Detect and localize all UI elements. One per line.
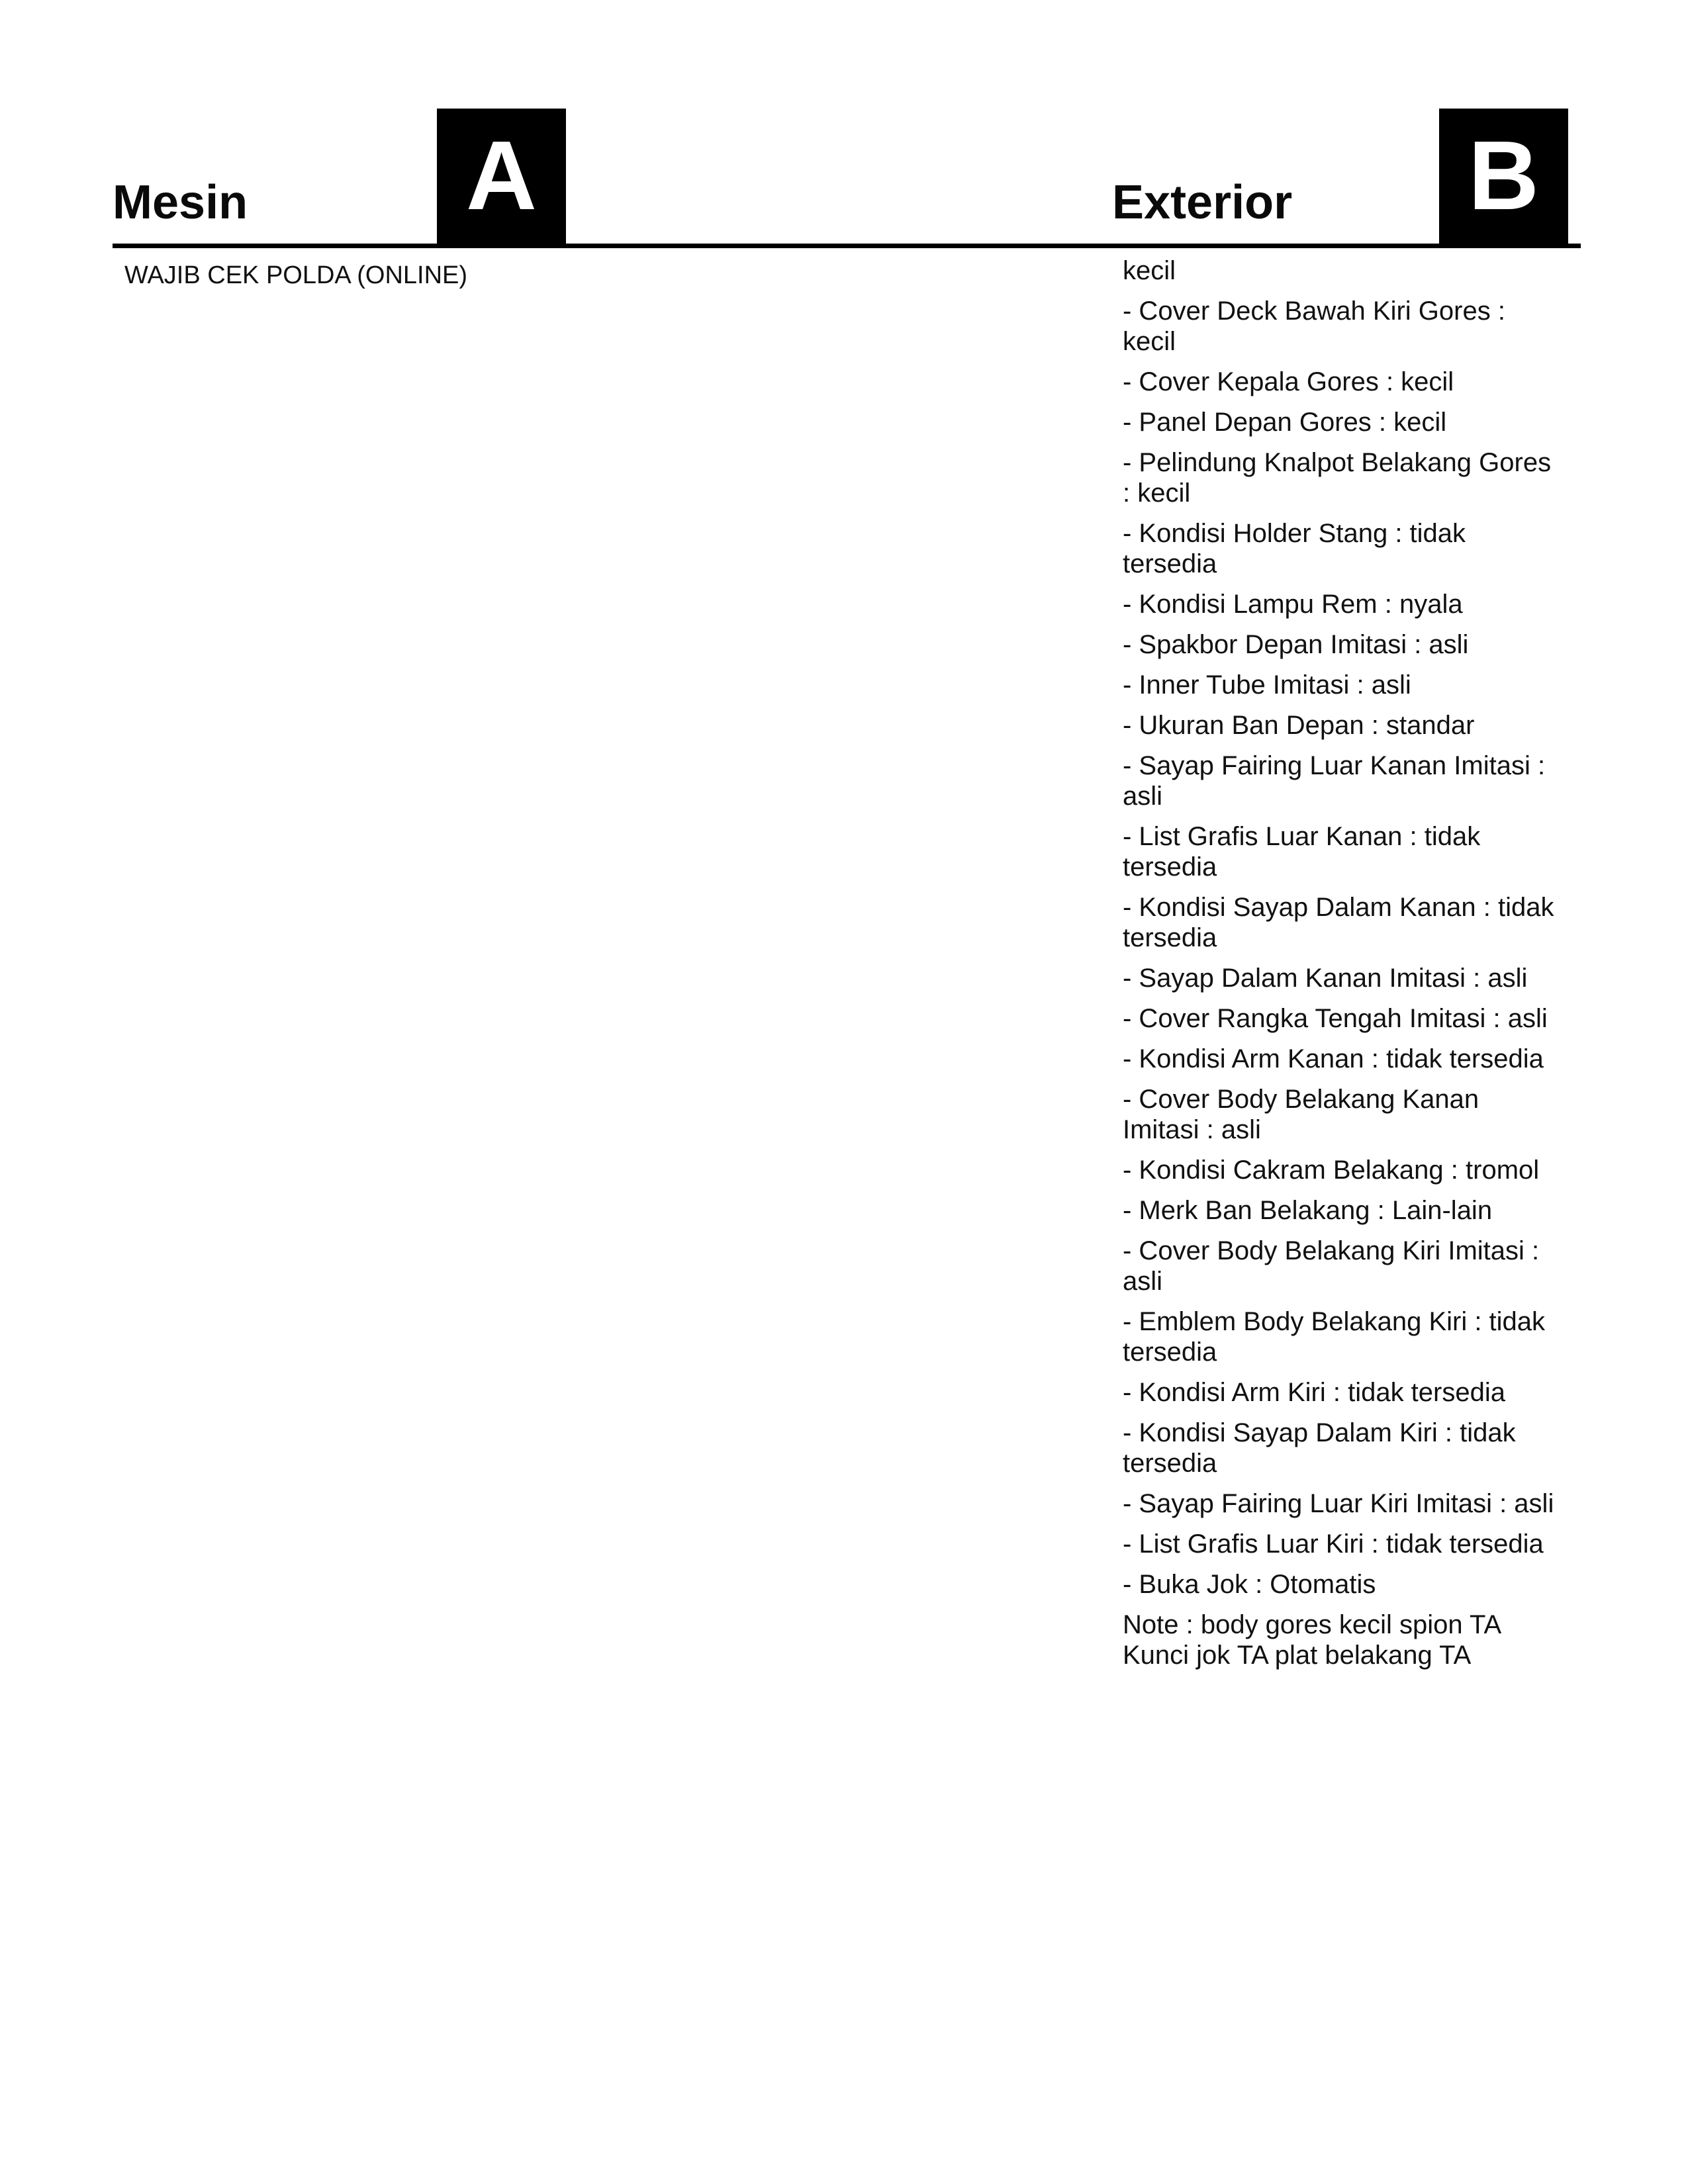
list-item: - Kondisi Lampu Rem : nyala: [1123, 590, 1463, 619]
list-item: - Kondisi Arm Kiri : tidak tersedia: [1123, 1378, 1505, 1407]
list-item: - Sayap Dalam Kanan Imitasi : asli: [1123, 964, 1528, 993]
header-divider: [113, 244, 1581, 248]
list-item: - Pelindung Knalpot Belakang Gores : kecil: [1123, 448, 1552, 508]
list-item: - Cover Body Belakang Kanan Imitasi : asli: [1123, 1085, 1479, 1144]
list-item: - Cover Body Belakang Kiri Imitasi : asli: [1123, 1236, 1540, 1296]
mesin-section-title: Mesin: [113, 176, 248, 229]
list-item: - Kondisi Sayap Dalam Kiri : tidak tersedia: [1123, 1418, 1516, 1478]
section-a-letter: A: [466, 121, 537, 230]
list-item: - Sayap Fairing Luar Kiri Imitasi : asli: [1123, 1489, 1554, 1518]
list-item: - Spakbor Depan Imitasi : asli: [1123, 630, 1469, 659]
list-item: - Sayap Fairing Luar Kanan Imitasi : asli: [1123, 751, 1546, 811]
list-item: - Ukuran Ban Depan : standar: [1123, 711, 1475, 740]
list-item: - Cover Rangka Tengah Imitasi : asli: [1123, 1004, 1548, 1033]
list-item: - Panel Depan Gores : kecil: [1123, 408, 1447, 437]
exterior-note: Note : body gores kecil spion TA Kunci jok TA plat belakang TA: [1123, 1610, 1500, 1670]
section-b-badge: [1439, 109, 1568, 246]
list-item: - List Grafis Luar Kanan : tidak tersedia: [1123, 822, 1481, 882]
exterior-section-title: Exterior: [1112, 176, 1293, 229]
list-item: - Buka Jok : Otomatis: [1123, 1570, 1376, 1599]
mesin-notes: WAJIB CEK POLDA (ONLINE): [124, 261, 468, 289]
list-item: - Cover Deck Bawah Kiri Gores : kecil: [1123, 296, 1505, 356]
list-item: - Kondisi Sayap Dalam Kanan : tidak tersedia: [1123, 893, 1554, 952]
list-item: kecil: [1123, 256, 1176, 285]
list-item: - Merk Ban Belakang : Lain-lain: [1123, 1196, 1493, 1225]
list-item: - Emblem Body Belakang Kiri : tidak tersedia: [1123, 1307, 1546, 1367]
list-item: - Kondisi Holder Stang : tidak tersedia: [1123, 519, 1466, 578]
list-item: - Kondisi Cakram Belakang : tromol: [1123, 1156, 1540, 1185]
section-a-badge: [437, 109, 566, 246]
exterior-items-list: [1123, 255, 1560, 1680]
list-item: - Cover Kepala Gores : kecil: [1123, 367, 1454, 396]
list-item: - Kondisi Arm Kanan : tidak tersedia: [1123, 1044, 1544, 1073]
list-item: - List Grafis Luar Kiri : tidak tersedia: [1123, 1529, 1544, 1559]
section-b-letter: B: [1468, 121, 1539, 230]
list-item: - Inner Tube Imitasi : asli: [1123, 670, 1411, 700]
